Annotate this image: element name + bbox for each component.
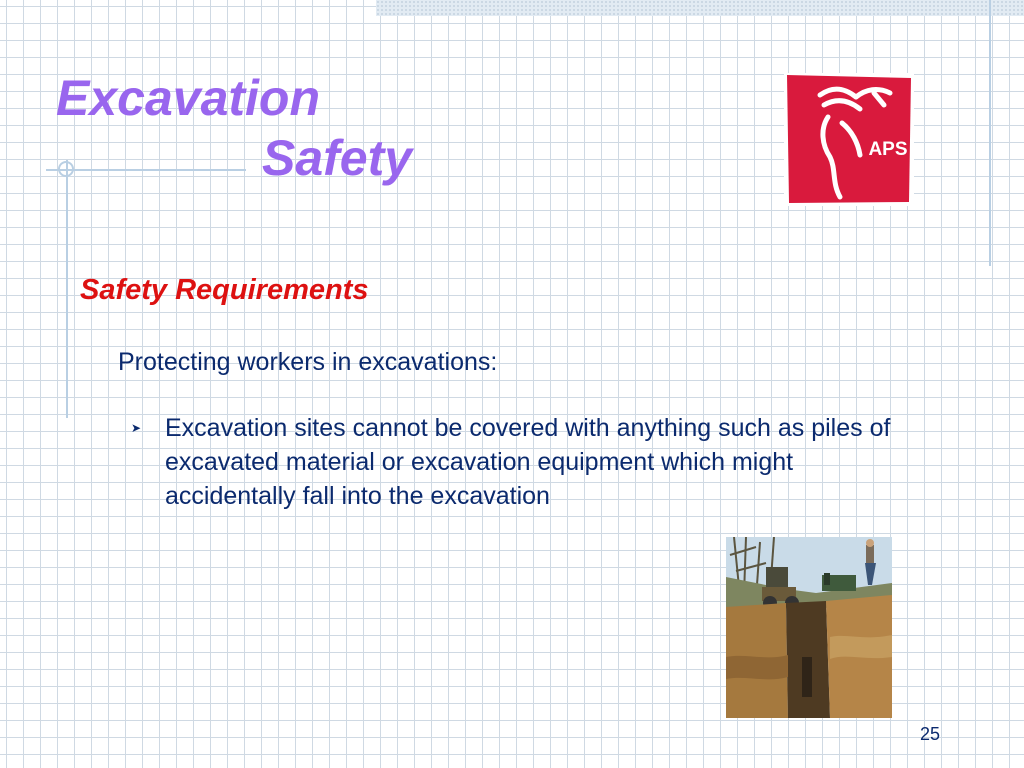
top-decorative-band: [376, 0, 1024, 16]
excavation-trench-photo: [726, 537, 892, 718]
title-underline-rule: [46, 169, 246, 171]
crosshair-ornament-icon: [58, 161, 74, 177]
aps-logo-text: APS: [868, 139, 908, 160]
aps-logo-icon: [784, 73, 914, 206]
section-heading: Safety Requirements: [80, 274, 369, 306]
left-vertical-rule: [66, 160, 68, 418]
slide-title-line-2: Safety: [262, 130, 413, 186]
page-number: 25: [919, 724, 940, 744]
intro-text: Protecting workers in excavations:: [118, 348, 498, 376]
right-vertical-rule: [989, 0, 991, 266]
bullet-item: [128, 411, 918, 513]
chevron-right-icon: ➤: [131, 421, 142, 435]
bullet-text: Excavation sites cannot be covered with anything such as piles of excavated material or excavation equipment which might accidentally fall into the excavation: [165, 414, 891, 510]
slide-title-line-1: Excavation: [56, 70, 321, 126]
